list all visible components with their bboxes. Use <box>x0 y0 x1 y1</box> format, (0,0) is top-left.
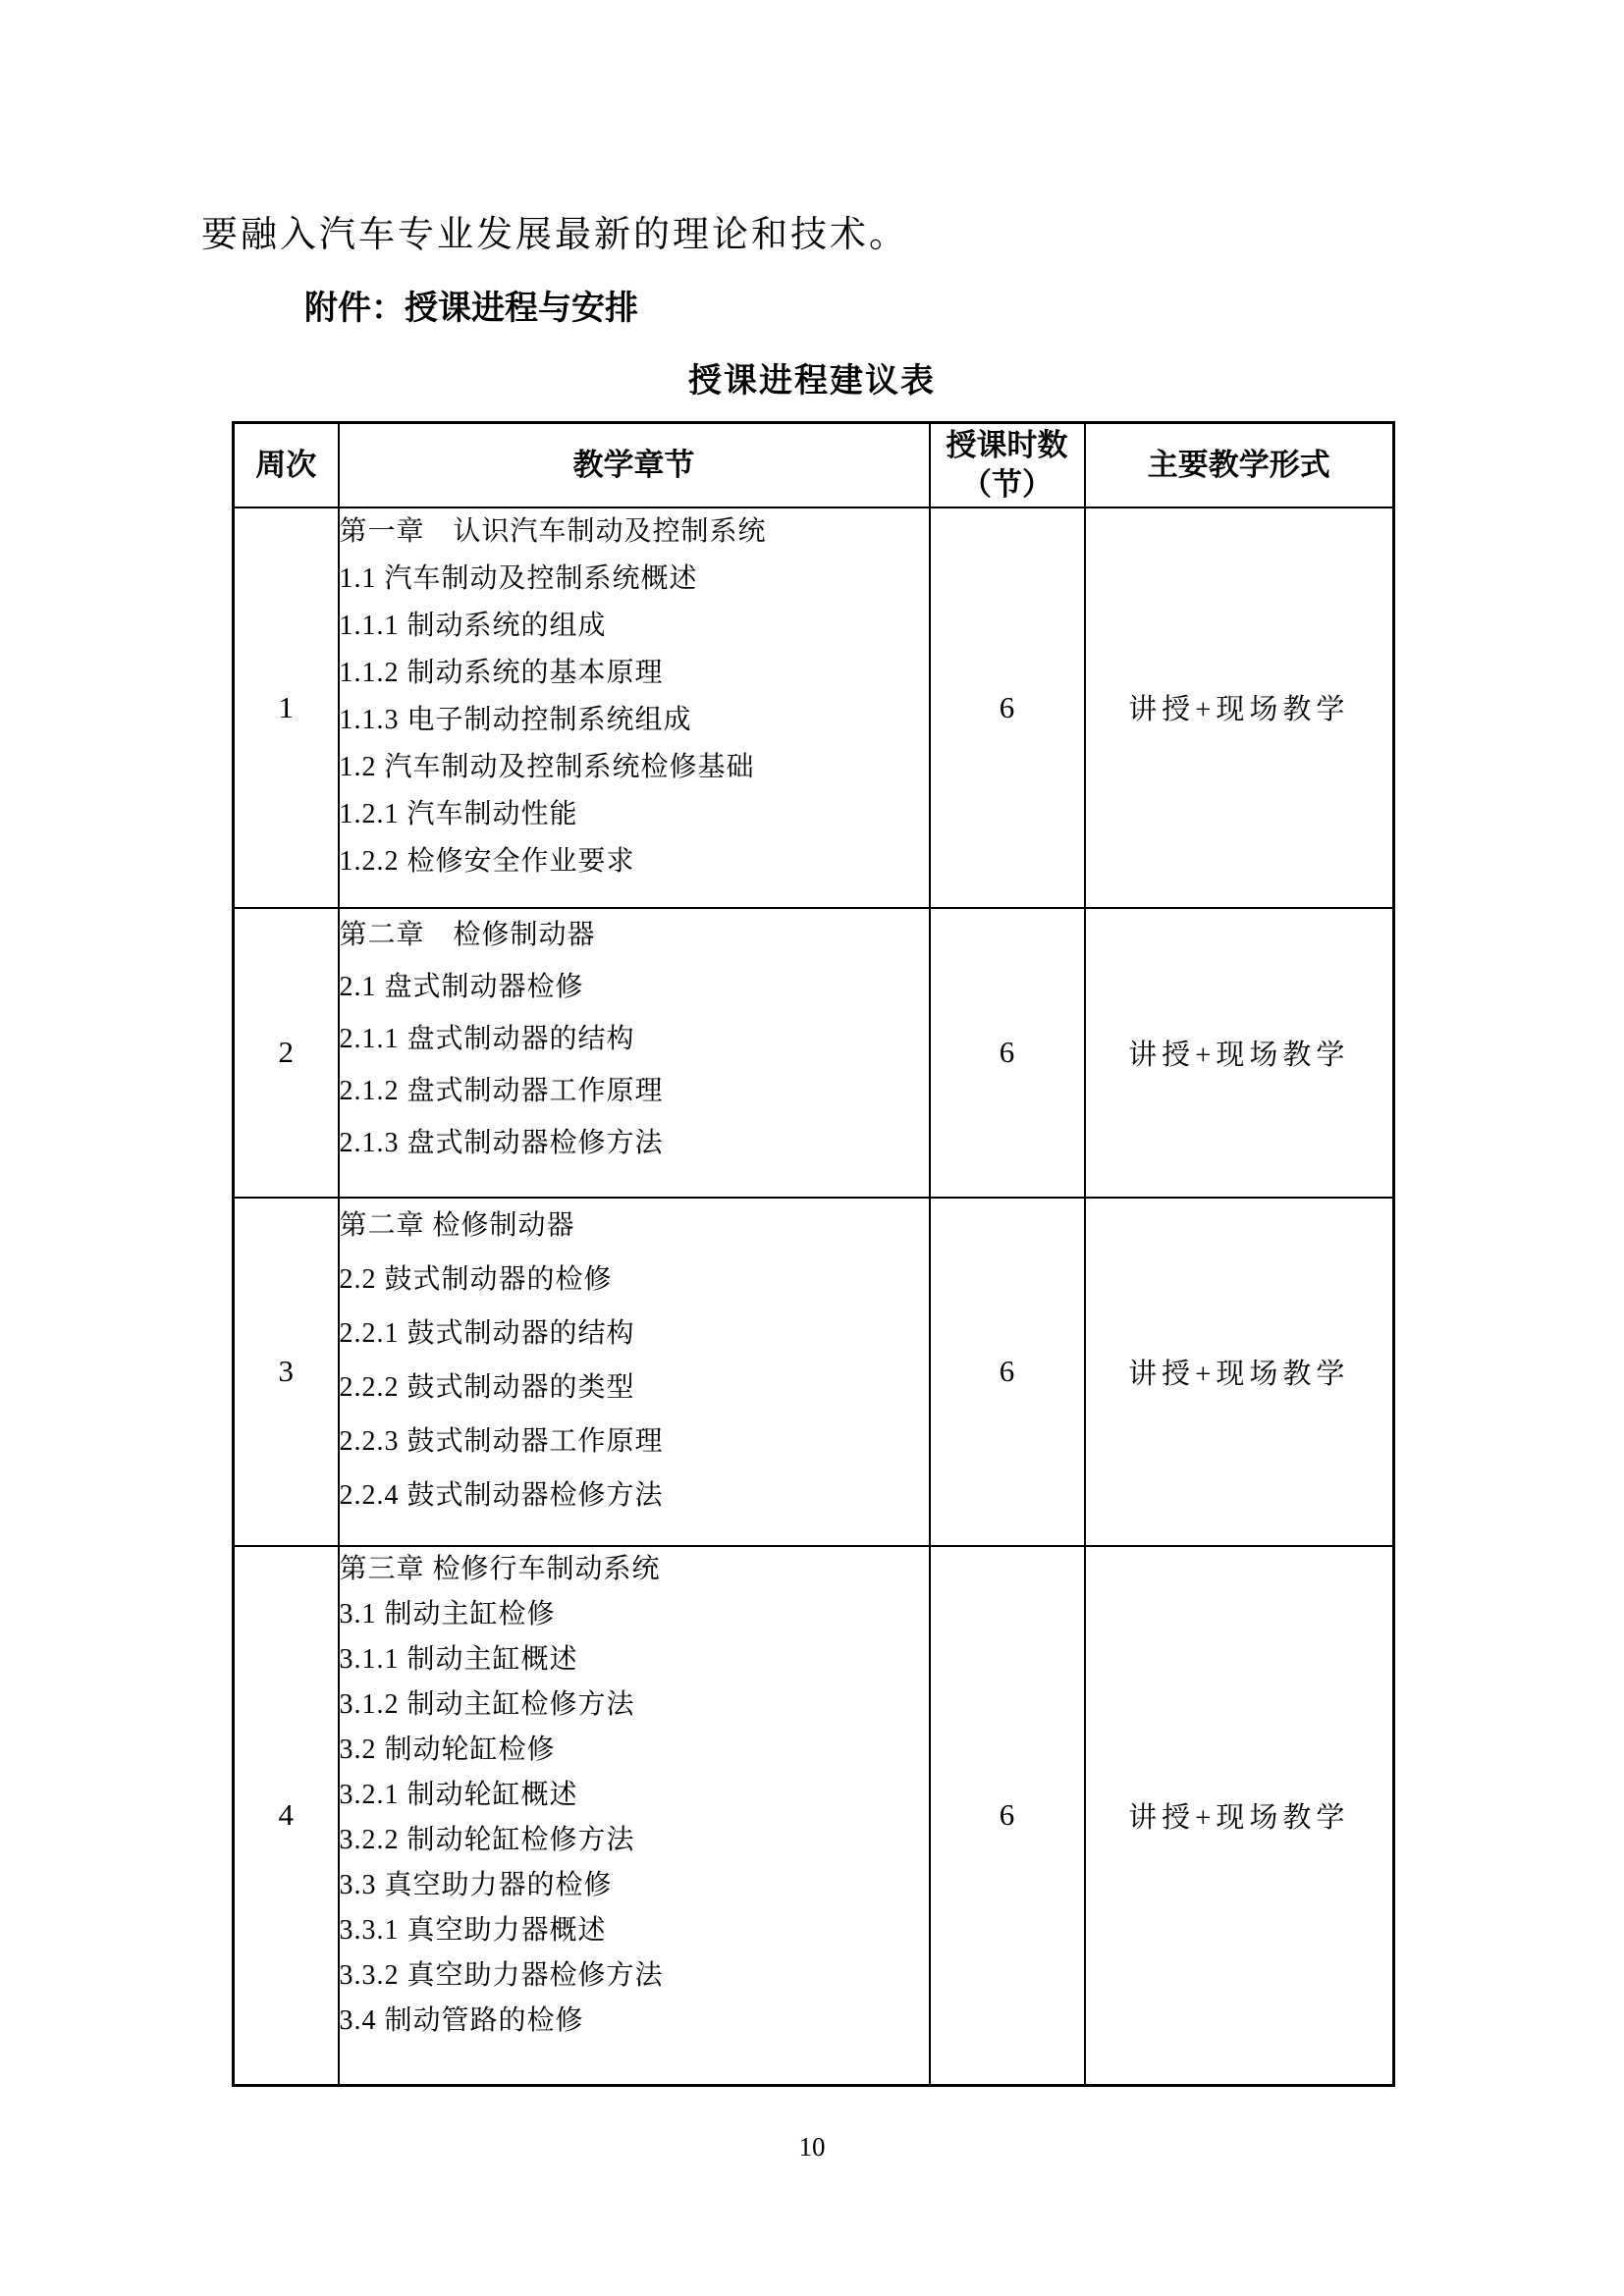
chapter-line: 第三章 检修行车制动系统 <box>339 1553 661 1584</box>
schedule-table <box>232 421 1395 2087</box>
hours-cell: 6 <box>930 507 1085 908</box>
chapter-line: 3.3.1 真空助力器概述 <box>339 1914 607 1946</box>
intro-paragraph: 要融入汽车专业发展最新的理论和技术。 <box>201 215 908 255</box>
header-week: 周次 <box>234 423 339 507</box>
chapter-line: 第二章 检修制动器 <box>339 919 596 950</box>
chapter-line: 2.2.2 鼓式制动器的类型 <box>339 1371 635 1403</box>
chapter-line: 2.1.2 盘式制动器工作原理 <box>339 1075 664 1106</box>
chapter-line: 3.3 真空助力器的检修 <box>339 1869 613 1900</box>
chapter-line: 3.3.2 真空助力器检修方法 <box>339 1959 664 1991</box>
table-title: 授课进程建议表 <box>688 363 936 400</box>
chapter-line: 3.1.1 制动主缸概述 <box>339 1643 578 1675</box>
format-cell: 讲授+现场教学 <box>1085 908 1394 1198</box>
chapter-line: 1.1.2 制动系统的基本原理 <box>339 657 664 688</box>
hours-cell: 6 <box>930 1546 1085 2086</box>
chapter-line: 1.2 汽车制动及控制系统检修基础 <box>339 751 755 782</box>
hours-cell: 6 <box>930 1198 1085 1546</box>
header-hours <box>930 423 1085 507</box>
chapter-line: 3.2.2 制动轮缸检修方法 <box>339 1824 635 1855</box>
page-number: 10 <box>798 2132 826 2162</box>
week-cell: 4 <box>234 1546 339 2086</box>
chapter-line: 2.2 鼓式制动器的检修 <box>339 1263 613 1295</box>
chapter-line: 2.2.1 鼓式制动器的结构 <box>339 1317 635 1349</box>
week-cell: 2 <box>234 908 339 1198</box>
chapter-line: 3.2.1 制动轮缸概述 <box>339 1779 578 1810</box>
table-row <box>234 908 1394 1198</box>
table-row <box>234 1546 1394 2086</box>
week-cell: 3 <box>234 1198 339 1546</box>
chapters-cell <box>339 507 930 908</box>
attachment-heading: 附件：授课进程与安排 <box>304 290 638 327</box>
format-cell: 讲授+现场教学 <box>1085 1198 1394 1546</box>
format-cell: 讲授+现场教学 <box>1085 1546 1394 2086</box>
chapter-line: 2.2.3 鼓式制动器工作原理 <box>339 1425 664 1457</box>
header-chapters: 教学章节 <box>339 423 930 507</box>
chapter-line: 1.1.1 制动系统的组成 <box>339 610 607 641</box>
chapter-line: 2.1.1 盘式制动器的结构 <box>339 1023 635 1054</box>
table-row <box>234 507 1394 908</box>
hours-cell: 6 <box>930 908 1085 1198</box>
chapter-line: 1.1.3 电子制动控制系统组成 <box>339 704 692 735</box>
chapters-cell <box>339 908 930 1198</box>
chapter-line: 第二章 检修制动器 <box>339 1209 575 1241</box>
chapter-line: 第一章 认识汽车制动及控制系统 <box>339 515 767 547</box>
chapters-cell <box>339 1198 930 1546</box>
chapter-line: 3.2 制动轮缸检修 <box>339 1734 556 1765</box>
table-row <box>234 1198 1394 1546</box>
chapter-line: 1.2.2 检修安全作业要求 <box>339 845 635 877</box>
chapter-line: 1.1 汽车制动及控制系统概述 <box>339 562 698 594</box>
header-hours-line1: 授课时数 <box>946 427 1068 462</box>
chapter-line: 2.1 盘式制动器检修 <box>339 971 584 1002</box>
chapters-cell <box>339 1546 930 2086</box>
header-format: 主要教学形式 <box>1085 423 1394 507</box>
chapter-line: 3.1 制动主缸检修 <box>339 1598 556 1629</box>
header-hours-line2: （节） <box>961 466 1053 502</box>
format-cell: 讲授+现场教学 <box>1085 507 1394 908</box>
table-header-row <box>234 423 1394 507</box>
week-cell: 1 <box>234 507 339 908</box>
chapter-line: 3.4 制动管路的检修 <box>339 2004 584 2036</box>
chapter-line: 2.2.4 鼓式制动器检修方法 <box>339 1479 664 1511</box>
chapter-line: 2.1.3 盘式制动器检修方法 <box>339 1127 664 1158</box>
chapter-line: 1.2.1 汽车制动性能 <box>339 798 578 829</box>
chapter-line: 3.1.2 制动主缸检修方法 <box>339 1688 635 1720</box>
